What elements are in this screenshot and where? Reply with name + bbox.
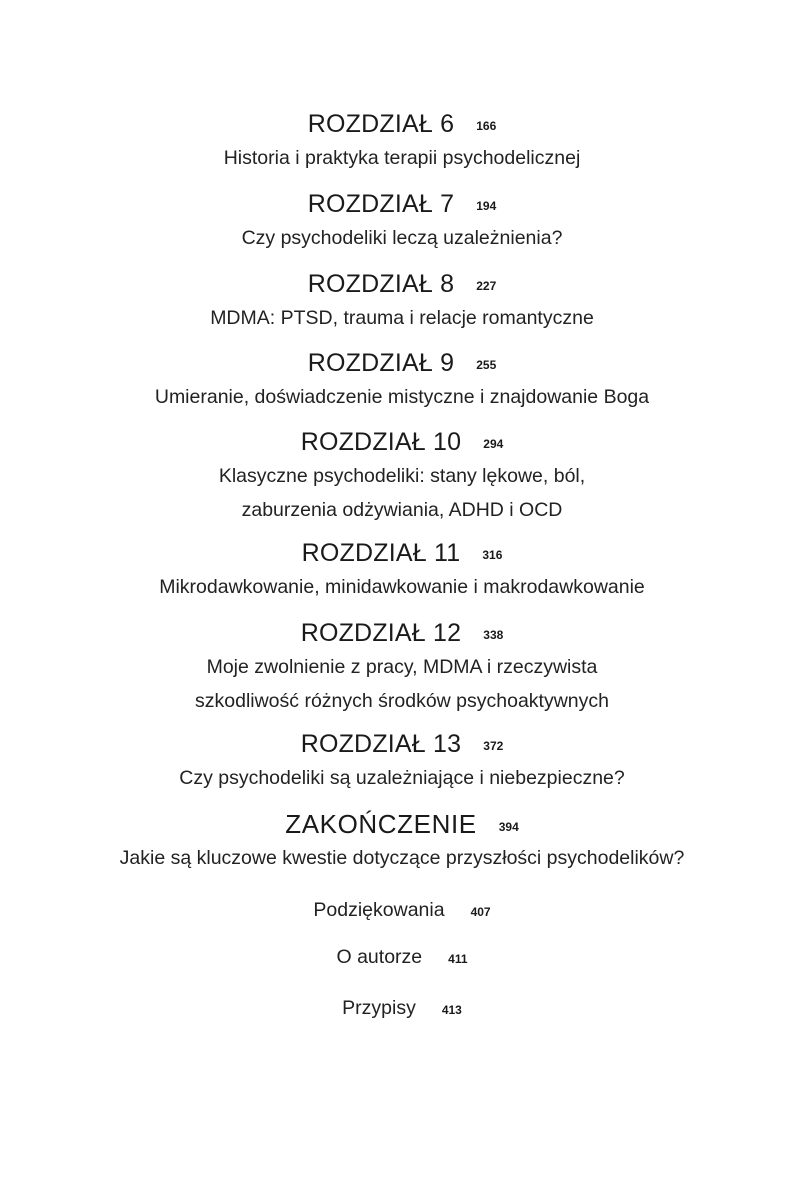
chapter-title: ROZDZIAŁ 7 [307, 190, 455, 218]
chapter-title: ROZDZIAŁ 12 [300, 619, 462, 647]
chapter-heading [0, 346, 804, 380]
extra-title: Przypisy [342, 997, 416, 1019]
chapter-subtitle: Czy psychodeliki są uzależniające i niebezpieczne? [179, 767, 625, 789]
chapter-heading [0, 727, 804, 761]
chapter-page-number: 372 [483, 739, 504, 753]
toc-entry-notes[interactable] [0, 993, 804, 1023]
chapter-subtitle-line-2: szkodliwość różnych środków psychoaktywnych [195, 690, 609, 712]
epilogue-title: ZAKOŃCZENIE [285, 809, 477, 839]
extra-page-number: 411 [448, 952, 468, 966]
epilogue-subtitle: Jakie są kluczowe kwestie dotyczące przyszłości psychodelików? [119, 847, 685, 869]
chapter-page-number: 255 [476, 358, 497, 372]
toc-entry-about-author[interactable] [0, 942, 804, 972]
chapter-page-number: 338 [483, 628, 504, 642]
chapter-heading [0, 187, 804, 221]
toc-entry-chapter-9[interactable] [0, 346, 804, 414]
toc-entry-chapter-7[interactable] [0, 187, 804, 255]
toc-entry-chapter-8[interactable] [0, 267, 804, 335]
chapter-subtitle: Umieranie, doświadczenie mistyczne i znajdowanie Boga [154, 386, 650, 408]
chapter-subtitle-line-1: Klasyczne psychodeliki: stany lękowe, ból, [218, 465, 586, 487]
extra-page-number: 413 [441, 1003, 462, 1017]
toc-entry-epilogue[interactable] [0, 807, 804, 875]
toc-entry-chapter-10[interactable] [0, 425, 804, 527]
chapter-heading [0, 616, 804, 650]
chapter-subtitle: Historia i praktyka terapii psychodelicznej [223, 147, 581, 169]
toc-entry-chapter-12[interactable] [0, 616, 804, 718]
chapter-title: ROZDZIAŁ 9 [307, 349, 455, 377]
chapter-heading [0, 267, 804, 301]
toc-entry-chapter-6[interactable] [0, 107, 804, 175]
epilogue-page-number: 394 [498, 820, 519, 834]
chapter-subtitle-line-1: Moje zwolnienie z pracy, MDMA i rzeczywista [206, 656, 598, 678]
chapter-page-number: 316 [482, 548, 503, 562]
chapter-title: ROZDZIAŁ 13 [300, 730, 462, 758]
chapter-page-number: 194 [476, 199, 497, 213]
chapter-subtitle-line-2: zaburzenia odżywiania, ADHD i OCD [241, 499, 563, 521]
chapter-heading [0, 107, 804, 141]
extra-title: O autorze [336, 946, 423, 968]
epilogue-heading [0, 807, 804, 841]
toc-entry-chapter-13[interactable] [0, 727, 804, 795]
chapter-title: ROZDZIAŁ 10 [300, 428, 462, 456]
chapter-page-number: 294 [483, 437, 504, 451]
extra-title: Podziękowania [313, 899, 445, 921]
chapter-page-number: 166 [476, 119, 497, 133]
chapter-title: ROZDZIAŁ 8 [307, 270, 455, 298]
toc-entry-chapter-11[interactable] [0, 536, 804, 604]
chapter-heading [0, 425, 804, 459]
extra-page-number: 407 [470, 905, 491, 919]
toc-entry-acknowledgements[interactable] [0, 895, 804, 925]
chapter-subtitle: MDMA: PTSD, trauma i relacje romantyczne [210, 307, 594, 329]
chapter-title: ROZDZIAŁ 6 [307, 110, 455, 138]
chapter-heading [0, 536, 804, 570]
chapter-subtitle: Mikrodawkowanie, minidawkowanie i makrodawkowanie [159, 576, 645, 598]
chapter-title: ROZDZIAŁ 11 [301, 539, 461, 567]
chapter-page-number: 227 [476, 279, 497, 293]
chapter-subtitle: Czy psychodeliki leczą uzależnienia? [241, 227, 563, 249]
